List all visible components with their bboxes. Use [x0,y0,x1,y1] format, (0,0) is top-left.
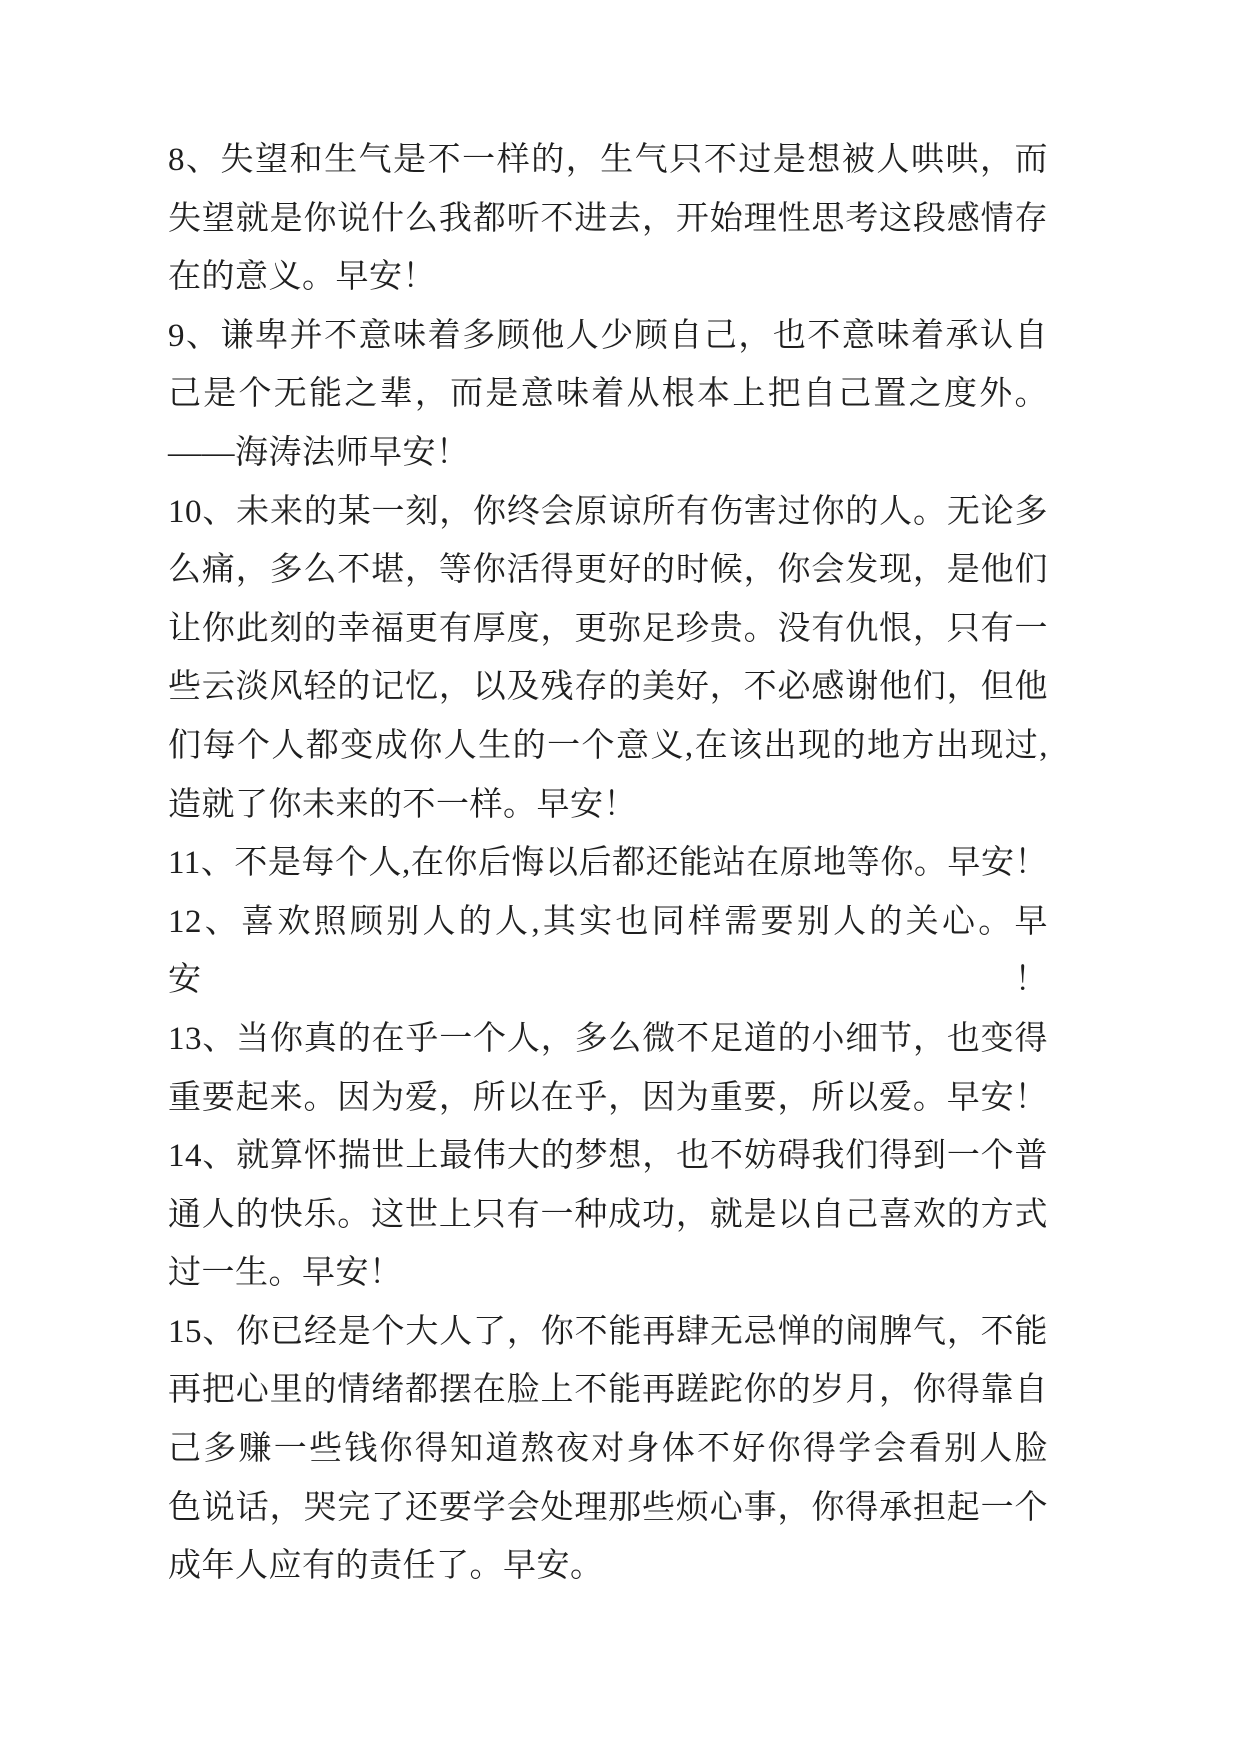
text-line: 么痛，多么不堪，等你活得更好的时候，你会发现，是他们 [168,552,1048,589]
text-line: 己是个无能之辈，而是意味着从根本上把自己置之度外。 [168,376,1048,413]
text-line: 些云淡风轻的记忆，以及残存的美好，不必感谢他们，但他 [168,669,1048,706]
text-line: ——海涛法师早安！ [168,434,470,471]
text-line: 13、当你真的在乎一个人，多么微不足道的小细节，也变得 [168,1020,1048,1057]
text-line: 让你此刻的幸福更有厚度，更弥足珍贵。没有仇恨，只有一 [168,610,1048,647]
paragraph-8 [168,131,1048,307]
text-line: 重要起来。因为爱，所以在乎，因为重要，所以爱。早安！ [168,1079,1048,1116]
text-line: 失望就是你说什么我都听不进去，开始理性思考这段感情存 [168,200,1048,237]
text-line: 10、未来的某一刻，你终会原谅所有伤害过你的人。无论多 [168,493,1048,530]
paragraph-13 [168,1010,1048,1127]
paragraph-9 [168,307,1048,483]
text-line: 14、就算怀揣世上最伟大的梦想，也不妨碍我们得到一个普 [168,1138,1048,1175]
text-content [168,131,1048,1596]
text-line: 9、谦卑并不意味着多顾他人少顾自己，也不意味着承认自 [168,317,1048,354]
text-line: 们每个人都变成你人生的一个意义,在该出现的地方出现过, [168,727,1048,764]
text-line: 色说话，哭完了还要学会处理那些烦心事，你得承担起一个 [168,1489,1048,1526]
paragraph-15 [168,1303,1048,1596]
text-line: 造就了你未来的不一样。早安！ [168,786,637,823]
text-line: 11、不是每个人,在你后悔以后都还能站在原地等你。早安！ [168,845,1048,882]
text-line: 在的意义。早安！ [168,259,436,296]
text-line: 12、喜欢照顾别人的人,其实也同样需要别人的关心。早安！ [168,903,1048,999]
text-line: 通人的快乐。这世上只有一种成功，就是以自己喜欢的方式 [168,1196,1048,1233]
text-line: 成年人应有的责任了。早安。 [168,1548,604,1585]
paragraph-12 [168,893,1048,1010]
text-line: 再把心里的情绪都摆在脸上不能再蹉跎你的岁月，你得靠自 [168,1372,1048,1409]
paragraph-14 [168,1127,1048,1303]
text-line: 8、失望和生气是不一样的，生气只不过是想被人哄哄，而 [168,142,1048,178]
text-line: 15、你已经是个大人了，你不能再肆无忌惮的闹脾气，不能 [168,1313,1048,1350]
text-line: 过一生。早安！ [168,1255,403,1292]
paragraph-10 [168,483,1048,835]
paragraph-11 [168,834,1048,893]
text-line: 己多赚一些钱你得知道熬夜对身体不好你得学会看别人脸 [168,1431,1048,1468]
